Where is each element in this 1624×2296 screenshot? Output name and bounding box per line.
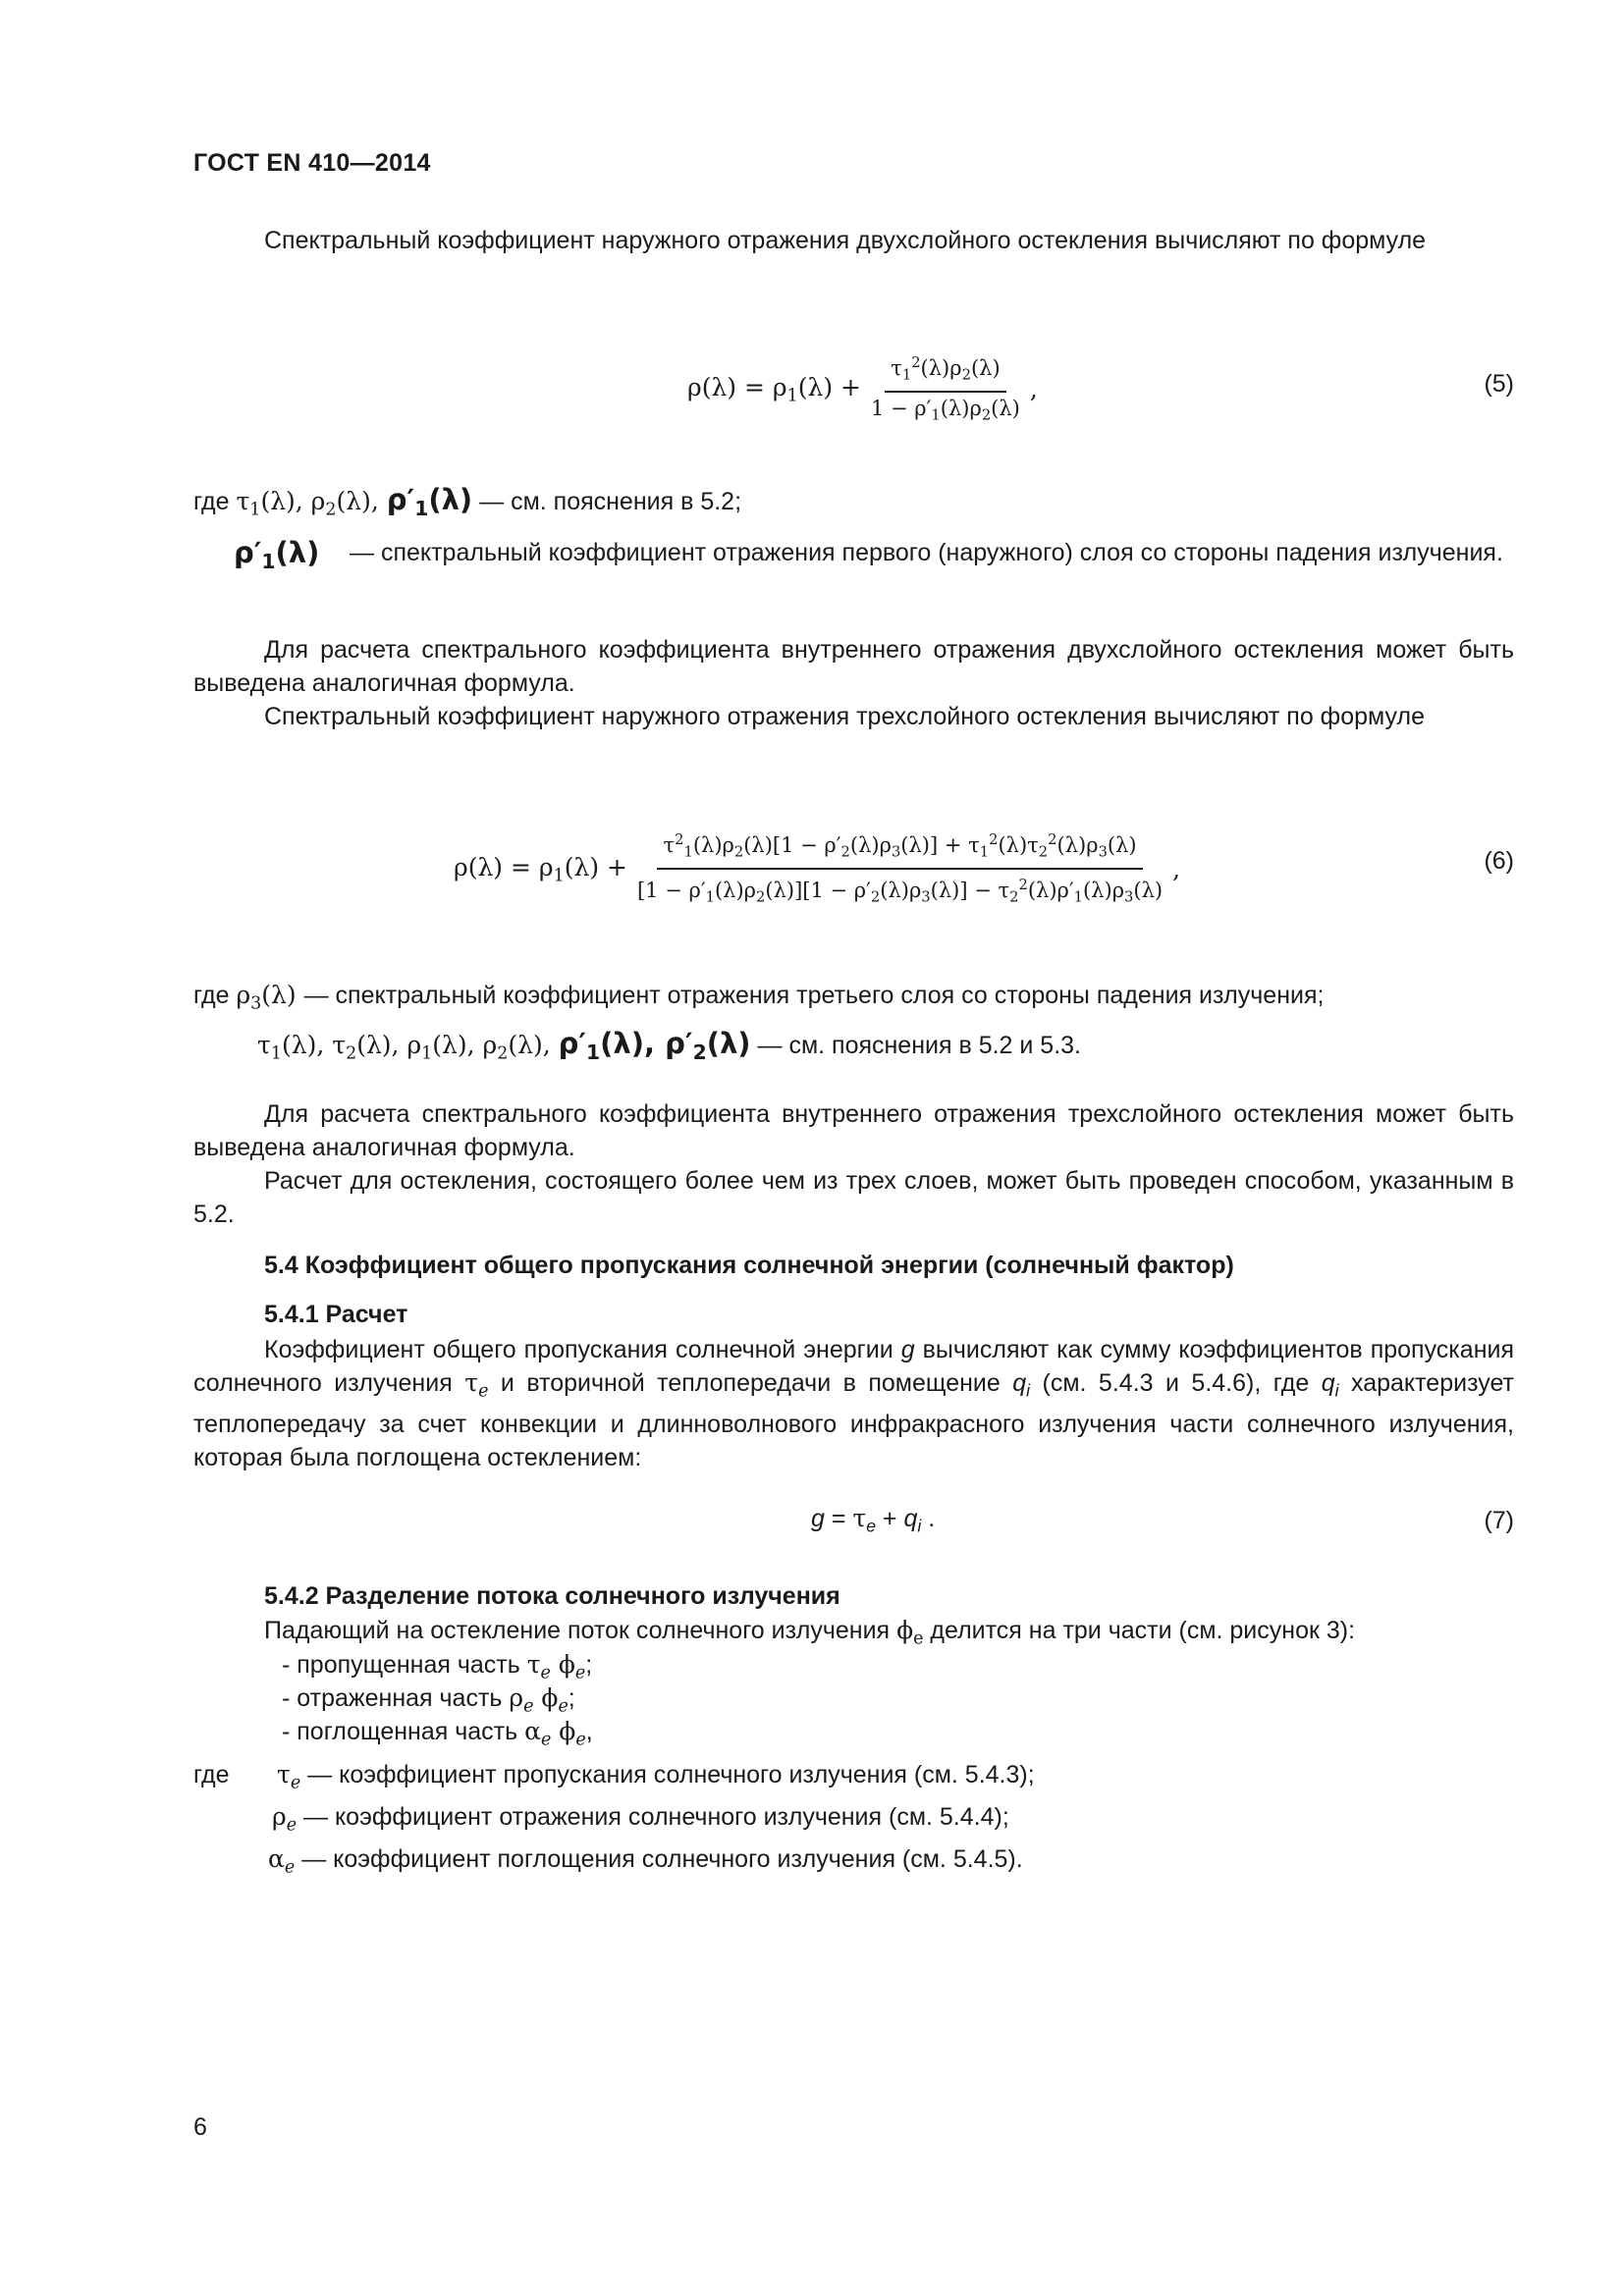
equation-number-7: (7)	[1484, 1507, 1514, 1534]
rho1-prime-symbol: $\rho'_1(\lambda)$	[234, 536, 320, 574]
list-item-absorbed: - поглощенная часть $\alpha_e$ $\phi_e$,	[282, 1717, 593, 1750]
where-line-1: где $\tau_1(\lambda)$, $\rho_2(\lambda)$, $\rho'_1(\lambda)$ — см. пояснения в 5.2;	[193, 483, 742, 521]
section-heading-5-4: 5.4 Коэффициент общего пропускания солнечной энергии (солнечный фактор)	[264, 1252, 1234, 1279]
paragraph-intro-double: Спектральный коэффициент наружного отражения двухслойного остекления вычисляют по формуле	[264, 227, 1427, 254]
list-item-transmitted: - пропущенная часть $\tau_e$ $\phi_e$;	[282, 1650, 593, 1683]
list-item-reflected: - отраженная часть $\rho_e$ $\phi_e$;	[282, 1683, 575, 1717]
where-line-3: $\tau_1(\lambda)$, $\tau_2(\lambda)$, $\rho_1(\lambda)$, $\rho_2(\lambda)$, $\rho'_1(\lambda)$, $\rho'_2(\lambda)$ — см. пояснения в 5.2 и 5.3.	[257, 1027, 1082, 1065]
formula-7: $g = \tau_e + q_i$ .	[811, 1504, 936, 1536]
def-tau-e: $\tau_e$ — коэффициент пропускания солнечного излучения (см. 5.4.3);	[277, 1760, 1035, 1793]
where-label-3: где	[193, 1761, 230, 1789]
paragraph-inner-triple: Для расчета спектрального коэффициента внутреннего отражения трехслойного остекления может быть выведена аналогичная формула.	[193, 1100, 1514, 1161]
section-heading-5-4-1: 5.4.1 Расчет	[264, 1301, 408, 1328]
paragraph-more-layers: Расчет для остекления, состоящего более чем из трех слоев, может быть проведен способом, указанным в 5.2.	[193, 1167, 1514, 1228]
page-number: 6	[193, 2113, 207, 2141]
where-label: где	[193, 488, 230, 515]
formula-5: $\rho(\lambda) = \rho_1(\lambda)$ + $\frac{\tau_1^2(\lambda)\rho_2(\lambda)}{1 - \rho'_1(\lambda)\rho_2(\lambda)}$ ,	[687, 349, 1038, 430]
document-header: ГОСТ EN 410—2014	[193, 149, 431, 177]
rho3-definition: — спектральный коэффициент отражения третьего слоя со стороны падения излучения;	[303, 982, 1325, 1009]
where-label: где	[193, 982, 230, 1009]
formula-6: $\rho(\lambda) = \rho_1(\lambda)$ + $\frac{\tau^2_1(\lambda)\rho_2(\lambda)[1 - \rho'_2(\lambda)\rho_3(\lambda)] + \tau_1^2(\lambda)\tau_2^2(\lambda)\rho_3(\lambda)}{[1 - \rho'_1(\lambda)\rho_2(\lambda)][1 - \rho'_2(\lambda)\rho_3(\lambda)] - \tau_2^2(\lambda)\rho'_1(\lambda)\rho_3(\lambda)}$ ,	[454, 827, 1180, 912]
where-line-2: где $\rho_3(\lambda)$ — спектральный коэффициент отражения третьего слоя со стороны падения излучения;	[193, 981, 1325, 1014]
section-heading-5-4-2: 5.4.2 Разделение потока солнечного излучения	[264, 1582, 840, 1610]
equation-number-6: (6)	[1484, 847, 1514, 875]
paragraph-inner-double: Для расчета спектрального коэффициента внутреннего отражения двухслойного остекления может быть выведена аналогичная формула.	[193, 636, 1514, 697]
paragraph-solar-factor: Коэффициент общего пропускания солнечной энергии g вычисляют как сумму коэффициентов пропускания солнечного излучения $\tau_e$ и вторичной теплопередачи в помещение $q_i$ (см. 5.4.3 и 5.4.6), где $q_i$ характеризует теплопередачу за счет конвекции и длинноволнового инфракрасного излучения части солнечного излучения, которая была поглощена остеклением:	[193, 1336, 1515, 1472]
paragraph-flux-split: Падающий на остекление поток солнечного излучения $\phi_e$ делится на три части (см. рисунок 3):	[264, 1616, 1356, 1649]
equation-number-5: (5)	[1484, 370, 1514, 398]
def-alpha-e: $\alpha_e$ — коэффициент поглощения солнечного излучения (см. 5.4.5).	[268, 1844, 1023, 1878]
rho1-prime-definition: — спектральный коэффициент отражения первого (наружного) слоя со стороны падения излучения.	[350, 539, 1503, 566]
def-rho-e: $\rho_e$ — коэффициент отражения солнечного излучения (см. 5.4.4);	[272, 1802, 1009, 1836]
where-1-explanation: — см. пояснения в 5.2;	[479, 488, 742, 515]
paragraph-intro-triple: Спектральный коэффициент наружного отражения трехслойного остекления вычисляют по формуле	[264, 703, 1425, 730]
where-3-explanation: — см. пояснения в 5.2 и 5.3.	[757, 1032, 1082, 1059]
